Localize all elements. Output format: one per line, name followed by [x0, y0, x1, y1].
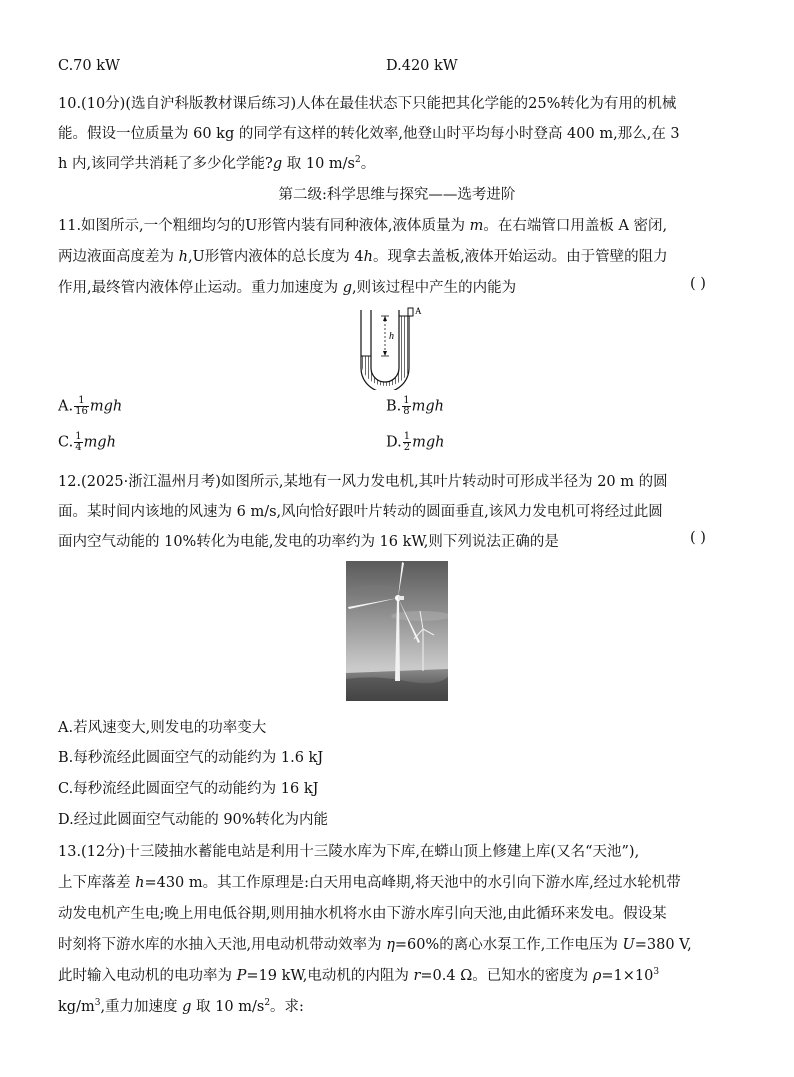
section-title: 第二级:科学思维与探究——选考进阶	[278, 187, 516, 203]
q12-line-1: 12.(2025·浙江温州月考)如图所示,某地有一风力发电机,其叶片转动时可形成半径为 20 m 的圆	[58, 474, 668, 490]
wind-turbine-photo	[346, 561, 448, 701]
q10-line-2: 能。假设一位质量为 60 kg 的同学有这样的转化效率,他登山时平均每小时登高 400 m,那么,在 3	[58, 126, 680, 142]
q12-option-b: B.每秒流经此圆面空气的动能约为 1.6 kJ	[58, 750, 324, 766]
q12-option-d: D.经过此圆面空气动能的 90%转化为内能	[58, 812, 329, 828]
q13-line-6: $kg/m^3$,重力加速度 g 取 10 $m/s^2$。求:	[58, 998, 304, 1015]
q13-line-1: 13.(12分)十三陵抽水蓄能电站是利用十三陵水库为下库,在蟒山顶上修建上库(又名“天池”),	[58, 844, 640, 860]
a-label: A	[415, 306, 422, 316]
q11-option-d: D. $\frac{1}{2}$ mgh	[386, 431, 445, 453]
q13-line-4: 时刻将下游水库的水抽入天池,用电动机带动效率为 η=60%的离心水泵工作,工作电压为 U=380 V,	[58, 937, 692, 953]
q11-line-3: 作用,最终管内液体停止运动。重力加速度为 g,则该过程中产生的内能为	[58, 280, 517, 296]
q12-line-2: 面。某时间内该地的风速为 6 m/s,风向恰好跟叶片转动的圆面垂直,该风力发电机可将经过此圆	[58, 504, 663, 520]
q12-answer-blank: ( )	[690, 530, 706, 546]
cover-plate	[408, 308, 413, 316]
q9-option-d: D.420 kW	[386, 58, 458, 74]
u-tube-figure	[355, 306, 435, 390]
q13-line-3: 动发电机产生电;晚上用电低谷期,则用抽水机将水由下游水库引向天池,由此循环来发电。假设某	[58, 906, 667, 922]
q12-line-3: 面内空气动能的 10%转化为电能,发电的功率约为 16 kW,则下列说法正确的是	[58, 534, 559, 550]
q10-line-3: h 内,该同学共消耗了多少化学能?g 取 10 $m/s^2$。	[58, 155, 376, 172]
q11-option-a: A. $\frac{1}{16}$ mgh	[58, 395, 123, 417]
q9-option-c: C.70 kW	[58, 58, 120, 74]
q12-option-a: A.若风速变大,则发电的功率变大	[58, 720, 267, 736]
q13-line-5: 此时输入电动机的电功率为 P=19 kW,电动机的内阻为 r=0.4 Ω。已知水的密度为 $\rho=1\times 10^3$	[58, 967, 660, 984]
q13-line-2: 上下库落差 h=430 m。其工作原理是:白天用电高峰期,将天池中的水引向下游水库,经过水轮机带	[58, 875, 681, 891]
q10-line-1: 10.(10分)(选自沪科版教材课后练习)人体在最佳状态下只能把其化学能的25%转化为有用的机械	[58, 96, 677, 112]
q11-answer-blank: ( )	[690, 276, 706, 292]
q11-line-2: 两边液面高度差为 h,U形管内液体的总长度为 4h。现拿去盖板,液体开始运动。由于管壁的阻力	[58, 249, 668, 265]
q11-option-b: B. $\frac{1}{8}$ mgh	[386, 395, 445, 417]
q11-line-1: 11.如图所示,一个粗细均匀的U形管内装有同种液体,液体质量为 m。在右端管口用盖板 A 密闭,	[58, 218, 668, 234]
q11-option-c: C. $\frac{1}{4}$ mgh	[58, 431, 116, 453]
q12-option-c: C.每秒流经此圆面空气的动能约为 16 kJ	[58, 781, 319, 797]
h-label: h	[389, 331, 394, 342]
